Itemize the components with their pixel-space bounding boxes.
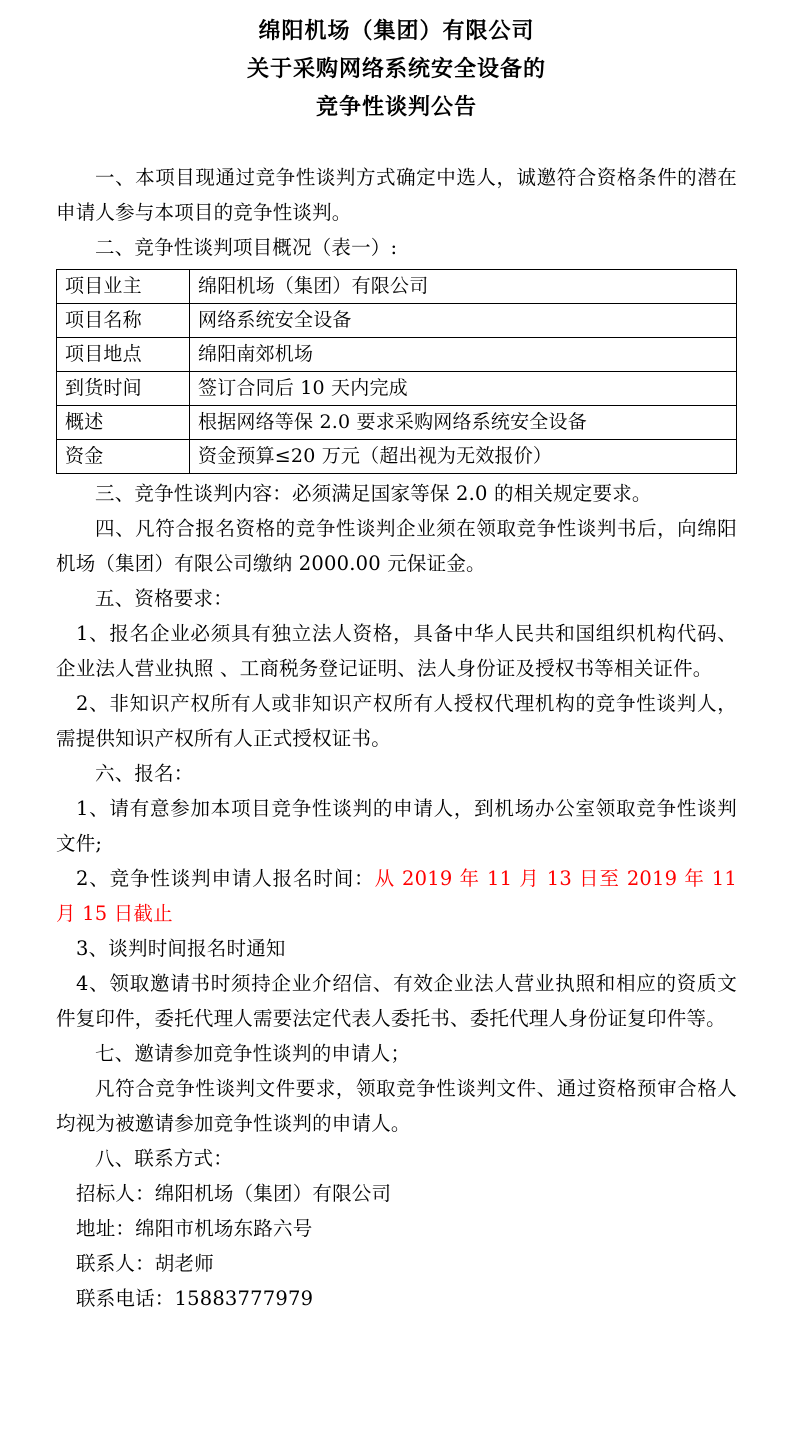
table-cell-value: 签订合同后 10 天内完成: [190, 372, 737, 406]
paragraph-5: 五、资格要求：: [95, 587, 233, 610]
paragraph-6-1: 1、请有意参加本项目竞争性谈判的申请人，到机场办公室领取竞争性谈判文件;: [56, 797, 737, 855]
table-cell-label: 资金: [57, 440, 190, 474]
paragraph-3: 三、竞争性谈判内容：必须满足国家等保 2.0 的相关规定要求。: [95, 482, 652, 505]
table-cell-label: 项目业主: [57, 270, 190, 304]
table-row: [57, 304, 737, 338]
table-cell-value: 根据网络等保 2.0 要求采购网络系统安全设备: [190, 406, 737, 440]
table-row: [57, 270, 737, 304]
paragraph-8: 八、联系方式：: [95, 1147, 233, 1170]
table-cell-label: 概述: [57, 406, 190, 440]
table-cell-label: 项目名称: [57, 304, 190, 338]
title-line-3: 竞争性谈判公告: [315, 94, 477, 120]
document-body: [56, 160, 737, 1316]
table-cell-label: 到货时间: [57, 372, 190, 406]
paragraph-6-2-prefix: 2、竞争性谈判申请人报名时间：: [76, 867, 375, 890]
contact-phone: 联系电话：15883777979: [76, 1287, 314, 1310]
paragraph-6-4: 4、领取邀请书时须持企业介绍信、有效企业法人营业执照和相应的资质文件复印件，委托代理人需要法定代表人委托书、委托代理人身份证复印件等。: [56, 972, 737, 1030]
table-row: [57, 440, 737, 474]
title-line-1: 绵阳机场（集团）有限公司: [258, 18, 535, 44]
contact-bidder: 招标人：绵阳机场（集团）有限公司: [76, 1182, 392, 1205]
table-row: [57, 372, 737, 406]
table-cell-label: 项目地点: [57, 338, 190, 372]
table-row: [57, 406, 737, 440]
contact-person: 联系人：胡老师: [76, 1252, 214, 1275]
document-title: [56, 12, 737, 126]
table-cell-value: 绵阳机场（集团）有限公司: [190, 270, 737, 304]
paragraph-6: 六、报名：: [95, 762, 194, 785]
table-row: [57, 338, 737, 372]
table-cell-value: 资金预算≤20 万元（超出视为无效报价）: [190, 440, 737, 474]
paragraph-6-2-dates: 从 2019 年 11 月 13 日至 2019 年 11 月 15 日截止: [56, 867, 737, 925]
paragraph-5-1: 1、报名企业必须具有独立法人资格，具备中华人民共和国组织机构代码、企业法人营业执照 、工商税务登记证明、法人身份证及授权书等相关证件。: [56, 622, 737, 680]
paragraph-6-2: [56, 861, 737, 931]
table-cell-value: 网络系统安全设备: [190, 304, 737, 338]
table-cell-value: 绵阳南郊机场: [190, 338, 737, 372]
paragraph-7-1: 凡符合竞争性谈判文件要求，领取竞争性谈判文件、通过资格预审合格人均视为被邀请参加竞争性谈判的申请人。: [56, 1077, 737, 1135]
paragraph-5-2: 2、非知识产权所有人或非知识产权所有人授权代理机构的竞争性谈判人，需提供知识产权所有人正式授权证书。: [56, 692, 737, 750]
paragraph-4: 四、凡符合报名资格的竞争性谈判企业须在领取竞争性谈判书后，向绵阳机场（集团）有限公司缴纳 2000.00 元保证金。: [56, 517, 737, 575]
paragraph-7: 七、邀请参加竞争性谈判的申请人；: [95, 1042, 411, 1065]
contact-address: 地址：绵阳市机场东路六号: [76, 1217, 313, 1240]
project-overview-table: [56, 269, 737, 474]
paragraph-6-3: 3、谈判时间报名时通知: [76, 937, 286, 960]
paragraph-2: 二、竞争性谈判项目概况（表一）:: [95, 236, 398, 259]
paragraph-1: 一、本项目现通过竞争性谈判方式确定中选人，诚邀符合资格条件的潜在申请人参与本项目的竞争性谈判。: [56, 166, 737, 224]
title-line-2: 关于采购网络系统安全设备的: [246, 56, 546, 82]
